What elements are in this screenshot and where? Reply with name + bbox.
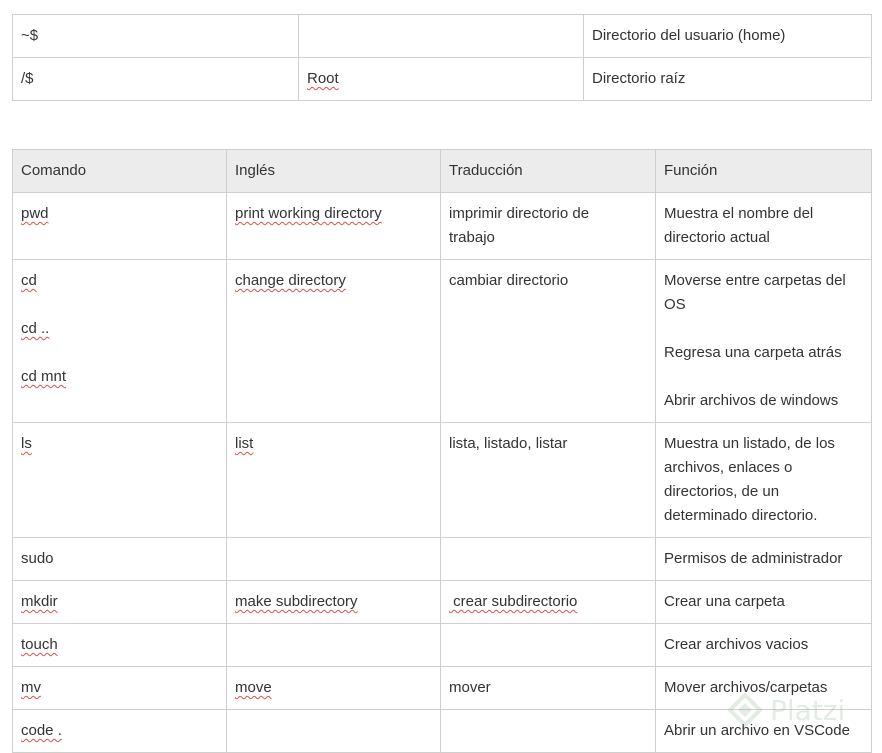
translation-line: imprimir directorio de	[449, 205, 590, 222]
translation-cell: lista, listado, listar	[441, 423, 656, 538]
translation-text: crear subdirectorio	[449, 593, 578, 610]
column-header-function: Función	[656, 150, 872, 193]
function-line: Muestra un listado, de los	[664, 435, 835, 452]
function-line	[664, 389, 863, 413]
english-text: change directory	[235, 272, 346, 289]
table-row	[13, 423, 872, 538]
column-header-english: Inglés	[227, 150, 441, 193]
translation-line: trabajo	[449, 229, 495, 246]
translation-cell: cambiar directorio	[441, 260, 656, 423]
english-cell	[227, 260, 441, 423]
function-cell: Mover archivos/carpetas	[656, 667, 872, 710]
command-line	[21, 317, 218, 341]
function-line: OS	[664, 296, 686, 313]
command-text: cd	[21, 272, 37, 289]
platzi-logo-icon	[728, 693, 762, 727]
english-cell	[227, 710, 441, 753]
path-description-cell: Directorio raíz	[584, 58, 872, 101]
function-line: determinado directorio.	[664, 507, 818, 524]
translation-cell	[441, 624, 656, 667]
translation-cell	[441, 710, 656, 753]
function-line: Muestra el nombre del	[664, 205, 814, 222]
table-row	[13, 260, 872, 423]
english-cell	[227, 538, 441, 581]
path-description-cell: Directorio del usuario (home)	[584, 15, 872, 58]
column-header-command: Comando	[13, 150, 227, 193]
function-line: Moverse entre carpetas del	[664, 272, 846, 289]
table-header-row	[13, 150, 872, 193]
english-text: make subdirectory	[235, 593, 358, 610]
function-cell: Abrir un archivo en VSCode	[656, 710, 872, 753]
table-row	[13, 15, 872, 58]
command-text: mv	[21, 679, 41, 696]
paths-table	[12, 14, 872, 101]
table-row	[13, 58, 872, 101]
command-cell	[13, 624, 227, 667]
command-line	[21, 365, 218, 389]
commands-table	[12, 149, 872, 753]
command-text: cd ..	[21, 320, 50, 337]
path-symbol-cell: ~$	[13, 15, 299, 58]
english-text: move	[235, 679, 272, 696]
function-line: directorios, de un	[664, 483, 780, 500]
translation-cell	[441, 193, 656, 260]
function-line: directorio actual	[664, 229, 770, 246]
command-text: ls	[21, 435, 32, 452]
translation-cell	[441, 538, 656, 581]
command-text: touch	[21, 636, 58, 653]
table-row	[13, 624, 872, 667]
function-line: archivos, enlaces o	[664, 459, 793, 476]
command-cell	[13, 667, 227, 710]
translation-cell: mover	[441, 667, 656, 710]
path-symbol-cell: /$	[13, 58, 299, 101]
path-name-cell	[299, 58, 584, 101]
function-line: Regresa una carpeta atrás	[664, 344, 842, 361]
translation-cell	[441, 581, 656, 624]
command-cell	[13, 193, 227, 260]
path-name-cell	[299, 15, 584, 58]
function-cell: Crear una carpeta	[656, 581, 872, 624]
english-cell	[227, 423, 441, 538]
command-text: code .	[21, 722, 62, 739]
command-text: mkdir	[21, 593, 58, 610]
function-cell: Crear archivos vacios	[656, 624, 872, 667]
watermark-text: Platzi	[770, 693, 846, 727]
table-row	[13, 538, 872, 581]
english-cell	[227, 624, 441, 667]
command-line	[21, 269, 218, 293]
command-cell: sudo	[13, 538, 227, 581]
command-text: pwd	[21, 205, 49, 222]
command-text: cd mnt	[21, 368, 67, 385]
english-text: print working directory	[235, 205, 382, 222]
function-cell	[656, 193, 872, 260]
command-cell	[13, 710, 227, 753]
column-header-translation: Traducción	[441, 150, 656, 193]
command-cell	[13, 423, 227, 538]
table-row	[13, 193, 872, 260]
table-row	[13, 581, 872, 624]
english-cell	[227, 581, 441, 624]
english-cell	[227, 193, 441, 260]
english-cell	[227, 667, 441, 710]
command-cell	[13, 260, 227, 423]
platzi-watermark	[728, 680, 878, 740]
command-cell	[13, 581, 227, 624]
function-cell	[656, 260, 872, 423]
function-text: Abrir archivos de windows	[664, 392, 839, 409]
function-cell: Permisos de administrador	[656, 538, 872, 581]
english-text: list	[235, 435, 254, 452]
function-cell	[656, 423, 872, 538]
path-name-text: Root	[307, 70, 339, 87]
